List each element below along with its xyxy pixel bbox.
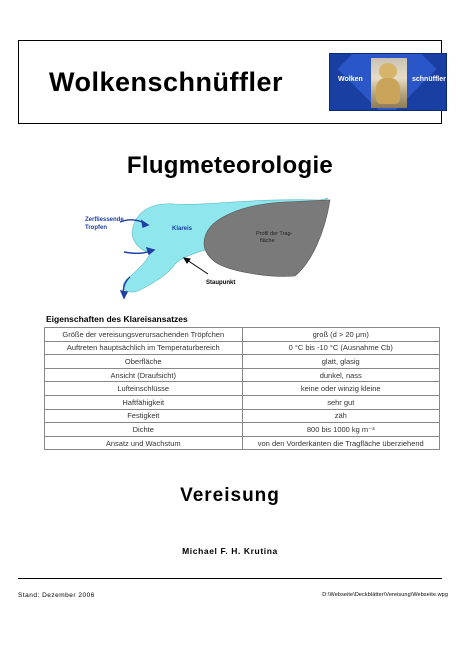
table-row bbox=[45, 382, 440, 396]
logo-text-left: Wolken bbox=[338, 76, 363, 83]
label-drops-1: Zerfliessende bbox=[85, 217, 124, 223]
table-cell-value: dunkel, nass bbox=[242, 368, 440, 382]
table-cell-property: Dichte bbox=[45, 423, 243, 437]
table-cell-value: von den Vorderkanten die Tragfläche überziehend bbox=[242, 436, 440, 450]
footer-date: Stand: Dezember 2006 bbox=[18, 592, 95, 599]
logo-text-right: schnüffler bbox=[412, 76, 446, 83]
footer-rule bbox=[18, 578, 442, 579]
wolkenschnueffler-logo bbox=[329, 53, 447, 111]
table-cell-property: Ansatz und Wachstum bbox=[45, 436, 243, 450]
table-cell-value: sehr gut bbox=[242, 395, 440, 409]
properties-table-wrap bbox=[44, 327, 440, 450]
dog-head-icon bbox=[379, 63, 397, 79]
author-name: Michael F. H. Krutina bbox=[182, 546, 278, 556]
table-cell-value: 800 bis 1000 kg m⁻³ bbox=[242, 423, 440, 437]
table-cell-value: zäh bbox=[242, 409, 440, 423]
table-cell-value: keine oder winzig kleine bbox=[242, 382, 440, 396]
table-cell-value: glatt, glasig bbox=[242, 355, 440, 369]
table-row bbox=[45, 395, 440, 409]
staupunkt-arrow bbox=[184, 258, 208, 274]
label-staupunkt: Staupunkt bbox=[206, 280, 236, 286]
label-klareis: Klareis bbox=[172, 226, 193, 232]
table-row bbox=[45, 423, 440, 437]
table-row bbox=[45, 409, 440, 423]
table-row bbox=[45, 328, 440, 342]
table-title: Eigenschaften des Klareisansatzes bbox=[46, 314, 188, 324]
document-title: Wolkenschnüffler bbox=[49, 67, 284, 97]
table-cell-property: Ansicht (Draufsicht) bbox=[45, 368, 243, 382]
table-cell-property: Haftfähigkeit bbox=[45, 395, 243, 409]
label-drops-2: Tropfen bbox=[85, 225, 107, 231]
table-row bbox=[45, 355, 440, 369]
table-cell-property: Lufteinschlüsse bbox=[45, 382, 243, 396]
table-cell-property: Festigkeit bbox=[45, 409, 243, 423]
topic-heading: Vereisung bbox=[180, 485, 280, 506]
table-cell-property: Größe der vereisungsverursachenden Tröpfchen bbox=[45, 328, 243, 342]
label-profile-1: Profil der Trag- bbox=[256, 231, 293, 237]
table-row bbox=[45, 341, 440, 355]
table-row bbox=[45, 368, 440, 382]
properties-table bbox=[44, 327, 440, 450]
header-box bbox=[18, 40, 446, 124]
table-cell-value: 0 °C bis -10 °C (Ausnahme Cb) bbox=[242, 341, 440, 355]
table-row bbox=[45, 436, 440, 450]
subject-heading: Flugmeteorologie bbox=[126, 152, 334, 179]
dog-body-icon bbox=[376, 78, 400, 104]
label-profile-2: fläche bbox=[260, 238, 275, 244]
table-cell-property: Auftreten hauptsächlich im Temperaturbereich bbox=[45, 341, 243, 355]
table-cell-value: groß (d > 20 μm) bbox=[242, 328, 440, 342]
klareis-diagram bbox=[80, 192, 360, 304]
table-cell-property: Oberfläche bbox=[45, 355, 243, 369]
footer-path: D:\Webseite\Deckblätter\Vereisung\Webseite.wpg bbox=[322, 592, 448, 598]
